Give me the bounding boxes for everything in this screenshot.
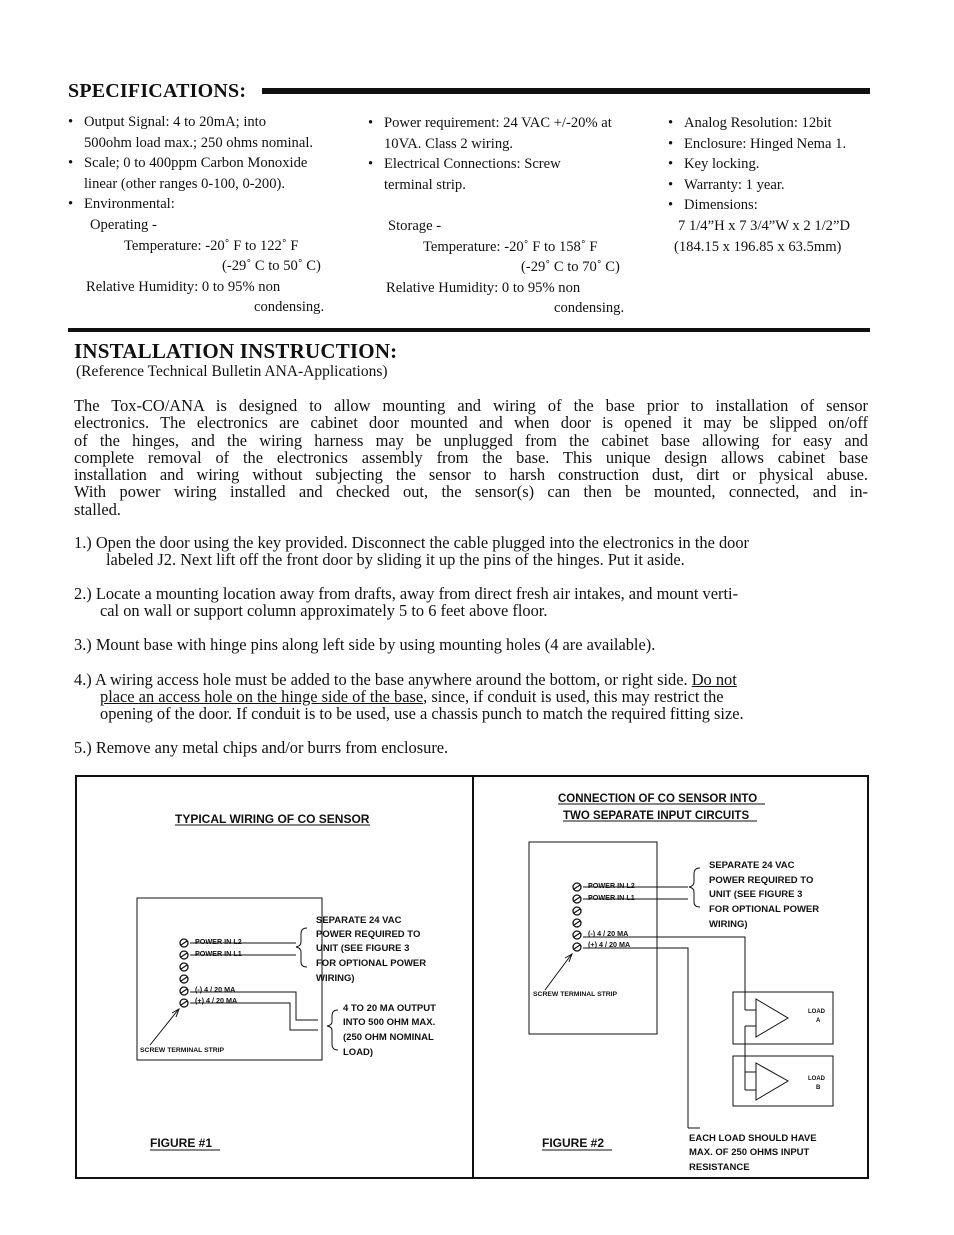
fig2-power-note: POWER REQUIRED TO — [709, 875, 814, 886]
fig2-power-note: WIRING) — [709, 919, 748, 930]
fig1-terminal-screws — [180, 939, 188, 1007]
fig2-title-line-2: TWO SEPARATE INPUT CIRCUITS — [563, 810, 750, 822]
fig2-load-a-letter: A — [816, 1018, 821, 1024]
intro-line: The Tox-CO/ANA is designed to allow mounting and wiring of the base prior to installation of sensor — [74, 396, 868, 415]
spec-text: Electrical Connections: Screw — [384, 156, 561, 173]
step-2-line-2: cal on wall or support column approximately 5 to 6 feet above floor. — [100, 601, 548, 620]
step-4-text: 4.) A wiring access hole must be added to the base anywhere around the bottom, or right side. — [74, 670, 692, 689]
fig2-power-l2-label: POWER IN L2 — [588, 881, 635, 890]
spec-text: Environmental: — [84, 196, 175, 213]
fig2-power-l1-label: POWER IN L1 — [588, 893, 635, 902]
spec-text: terminal strip. — [384, 176, 466, 193]
spec-text: linear (other ranges 0-100, 0-200). — [84, 175, 285, 192]
spec-text: Enclosure: Hinged Nema 1. — [684, 135, 847, 152]
fig1-enclosure — [137, 898, 322, 1060]
spec-storage-condensing: condensing. — [554, 300, 625, 317]
spec-dimensions-metric: (184.15 x 196.85 x 63.5mm) — [674, 238, 842, 255]
spec-text: Output Signal: 4 to 20mA; into — [84, 114, 267, 130]
spec-text: 500ohm load max.; 250 ohms nominal. — [84, 134, 314, 151]
spec-text: Warranty: 1 year. — [684, 176, 785, 193]
fig1-power-note: SEPARATE 24 VAC — [316, 915, 402, 926]
fig1-power-brace — [296, 928, 307, 967]
spec-text: 10VA. Class 2 wiring. — [384, 135, 514, 152]
fig1-label: FIGURE #1 — [150, 1136, 213, 1150]
step-1-line-2: labeled J2. Next lift off the front door by sliding it up the pins of the hinges. Put it aside. — [106, 550, 685, 569]
fig1-power-l1-label: POWER IN L1 — [195, 949, 242, 958]
step-4-warning: place an access hole on the hinge side of the base — [100, 687, 424, 706]
fig1-output-note: 4 TO 20 MA OUTPUT — [343, 1003, 436, 1014]
spec-operating-label: Operating - — [90, 216, 157, 233]
spec-text: Power requirement: 24 VAC +/-20% at — [384, 115, 612, 131]
spec-storage-temp-c: (-29˚ C to 70˚ C) — [521, 259, 620, 276]
step-3: 3.) Mount base with hinge pins along left side by using mounting holes (4 are available). — [74, 635, 656, 654]
fig2-wire-pos — [583, 948, 688, 1128]
fig2-neg-label: (-) 4 / 20 MA — [588, 929, 629, 938]
step-4-warning: Do not — [691, 670, 737, 689]
fig2-load-note: MAX. OF 250 OHMS INPUT — [689, 1147, 810, 1158]
spec-operating-temp-c: (-29˚ C to 50˚ C) — [222, 258, 321, 275]
spec-operating-temp-f: Temperature: -20˚ F to 122˚ F — [124, 237, 299, 254]
fig1-output-note: LOAD) — [343, 1047, 374, 1058]
fig1-strip-pointer — [150, 1010, 178, 1045]
fig2-load-b-label: LOAD — [808, 1076, 825, 1082]
fig2-strip-label: SCREW TERMINAL STRIP — [533, 991, 618, 998]
fig1-wire-pos — [190, 1003, 318, 1030]
step-1-line-1: 1.) Open the door using the key provided. Disconnect the cable plugged into the electronics in the door — [74, 533, 750, 552]
intro-line: complete removal of the electronics assembly from the base. This unique design allows cabinet base — [74, 447, 868, 467]
fig2-title-line-1: CONNECTION OF CO SENSOR INTO — [558, 793, 758, 805]
fig1-power-note: WIRING) — [316, 973, 355, 984]
fig2-enclosure — [529, 842, 657, 1034]
fig2-load-a-amplifier — [756, 999, 788, 1037]
fig2-load-note: RESISTANCE — [689, 1162, 750, 1173]
spec-operating-condensing: condensing. — [254, 299, 325, 316]
spec-dimensions-imperial: 7 1/4”H x 7 3/4”W x 2 1/2”D — [678, 217, 850, 234]
fig2-power-brace — [689, 868, 700, 907]
spec-text: Dimensions: — [684, 197, 758, 214]
fig1-power-l2-label: POWER IN L2 — [195, 937, 242, 946]
specifications-heading: SPECIFICATIONS: — [68, 80, 247, 102]
fig2-load-note: EACH LOAD SHOULD HAVE — [689, 1133, 817, 1144]
fig1-power-note: POWER REQUIRED TO — [316, 929, 421, 940]
fig1-power-note: UNIT (SEE FIGURE 3 — [316, 943, 410, 954]
fig1-output-brace — [327, 1010, 338, 1050]
spec-storage-label: Storage - — [388, 217, 442, 234]
fig2-strip-pointer — [545, 955, 571, 990]
fig1-title: TYPICAL WIRING OF CO SENSOR — [175, 812, 370, 826]
step-5: 5.) Remove any metal chips and/or burrs from enclosure. — [74, 738, 449, 757]
fig2-load-b-amplifier — [756, 1063, 788, 1100]
spec-storage-humidity: Relative Humidity: 0 to 95% non — [386, 279, 581, 296]
step-2-line-1: 2.) Locate a mounting location away from drafts, away from direct fresh air intakes, and mount verti- — [74, 584, 739, 603]
spec-storage-temp-f: Temperature: -20˚ F to 158˚ F — [423, 238, 598, 255]
intro-line: electronics. The electronics are cabinet door mounted and when door is opened it may be slipped on/off — [74, 413, 868, 433]
fig1-neg-label: (-) 4 / 20 MA — [195, 985, 236, 994]
fig1-pos-label: (+) 4 / 20 MA — [195, 996, 238, 1005]
spec-operating-humidity: Relative Humidity: 0 to 95% non — [86, 278, 281, 295]
intro-line: With power wiring installed and checked out, the sensor(s) can then be mounted, connected, and in- — [74, 482, 868, 502]
fig2-pos-label: (+) 4 / 20 MA — [588, 940, 631, 949]
step-4-text: , since, if conduit is used, this may restrict the — [423, 687, 724, 706]
fig1-output-note: (250 OHM NOMINAL — [343, 1032, 434, 1043]
spec-text: Analog Resolution: 12bit — [684, 115, 832, 131]
fig2-load-b-letter: B — [816, 1085, 821, 1091]
installation-heading: INSTALLATION INSTRUCTION: — [74, 339, 398, 363]
fig1-strip-label: SCREW TERMINAL STRIP — [140, 1047, 225, 1054]
intro-line: installation and wiring without subjecting the sensor to harsh construction dust, dirt or physical abuse. — [74, 465, 868, 485]
spec-text: Scale; 0 to 400ppm Carbon Monoxide — [84, 155, 308, 172]
fig2-power-note: UNIT (SEE FIGURE 3 — [709, 889, 803, 900]
spec-text: Key locking. — [684, 156, 760, 173]
intro-line: stalled. — [74, 499, 121, 519]
step-4-line-3: opening of the door. If conduit is to be used, use a chassis punch to match the required fitting size. — [100, 704, 744, 723]
intro-line: of the hinges, and the wiring harness may be unplugged from the cabinet base allowing for easy and — [74, 430, 868, 450]
fig2-terminal-screws — [573, 883, 581, 951]
fig2-load-b-in-1 — [745, 1026, 756, 1072]
fig2-load-a-label: LOAD — [808, 1009, 825, 1015]
fig2-label: FIGURE #2 — [542, 1136, 605, 1150]
fig2-power-note: SEPARATE 24 VAC — [709, 860, 795, 871]
fig1-power-note: FOR OPTIONAL POWER — [316, 958, 427, 969]
fig2-power-note: FOR OPTIONAL POWER — [709, 904, 820, 915]
fig1-output-note: INTO 500 OHM MAX. — [343, 1017, 436, 1028]
installation-reference: (Reference Technical Bulletin ANA-Applications) — [76, 363, 388, 380]
